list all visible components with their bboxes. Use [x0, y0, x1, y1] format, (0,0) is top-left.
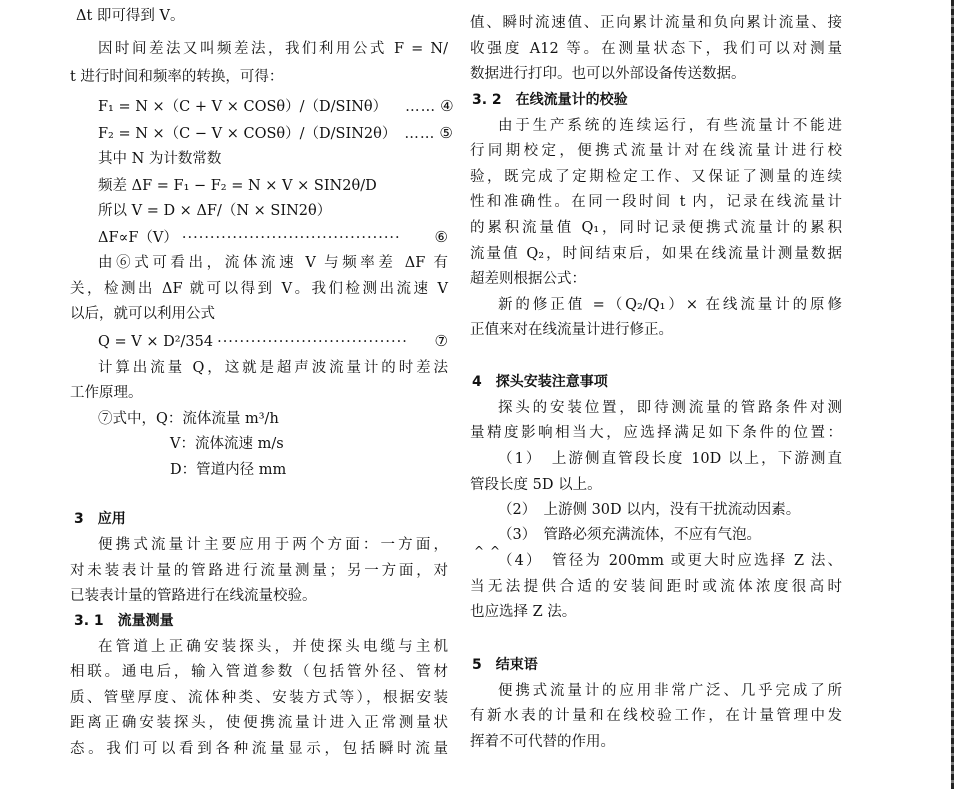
list-item: （4） 管径为 200mm 或更大时应选择 Z 法、 — [498, 553, 842, 569]
leader-dots: ······································· — [181, 230, 401, 246]
text-line: 因时间差法又叫频差法，我们利用公式 F = N/ — [98, 41, 448, 57]
scan-edge — [951, 0, 954, 789]
equation-4 — [98, 96, 454, 118]
equation-5 — [98, 123, 453, 145]
leader-dots: ·································· — [217, 334, 408, 350]
text-line: 由⑥式可看出，流体流速 V 与频率差 ΔF 有 — [98, 255, 448, 271]
text-line: 有新水表的计量和在线校验工作，在计量管理中发 — [470, 708, 842, 724]
text-line: 收强度 A12 等。在测量状态下，我们可以对测量 — [470, 41, 842, 57]
text-line: 对未装表计量的管路进行流量测量；另一方面，对 — [70, 563, 448, 579]
equation-number: ⑤ — [439, 124, 453, 142]
equation-text: F₂ = N ×（C − V × COSθ）/（D/SIN2θ） — [98, 126, 397, 142]
text-line: 正值来对在线流量计进行修正。 — [470, 322, 673, 338]
leader-dots: …… — [404, 126, 436, 142]
text-line: 质、管壁厚度、流体种类、安装方式等），根据安装 — [70, 690, 448, 706]
scan-mark: ^ — [490, 544, 501, 558]
text-line: t 进行时间和频率的转换，可得： — [70, 69, 284, 85]
text-line: 相联。通电后，输入管道参数（包括管外径、管材 — [70, 664, 448, 680]
text-line: 态。我们可以看到各种流量显示，包括瞬时流量 — [70, 741, 448, 757]
text-line: 所以 V = D × ΔF/（N × SIN2θ） — [98, 203, 332, 219]
equation-number: ④ — [440, 97, 454, 115]
text-line: 其中 N 为计数常数 — [98, 151, 222, 167]
equation-7 — [98, 331, 448, 353]
text-line: 距离正确安装探头，使便携流量计进入正常测量状 — [70, 715, 448, 731]
text-line: 超差则根据公式： — [470, 271, 586, 287]
text-line: 管段长度 5D 以上。 — [470, 477, 602, 493]
definition-line: ⑦式中，Q：流体流量 m³/h — [98, 411, 279, 427]
text-line: 工作原理。 — [70, 385, 143, 401]
section-heading-4: 4 探头安装注意事项 — [472, 374, 608, 390]
leader-dots: …… — [405, 99, 437, 115]
equation-text: Q = V × D²/354 — [98, 334, 214, 350]
text-line: 计算出流量 Q，这就是超声波流量计的时差法 — [98, 360, 448, 376]
section-heading-3: 3 应用 — [74, 511, 126, 527]
text-line: 性和准确性。在同一段时间 t 内，记录在线流量计 — [470, 194, 842, 210]
equation-6 — [98, 227, 448, 249]
text-line: 以后，就可以利用公式 — [70, 306, 215, 322]
equation-number: ⑦ — [434, 332, 448, 350]
list-item: （2） 上游侧 30D 以内，没有干扰流动因素。 — [498, 502, 801, 518]
text-line: 当无法提供合适的安装间距时或流体浓度很高时 — [470, 579, 842, 595]
text-line: 也应选择 Z 法。 — [470, 604, 577, 620]
equation-number: ⑥ — [434, 228, 448, 246]
equation-text: ΔF∝F（V） — [98, 230, 178, 246]
text-line: 量精度影响相当大，应选择满足如下条件的位置： — [470, 425, 842, 441]
text-line: 的累积流量值 Q₁，同时记录便携式流量计的累积 — [470, 220, 842, 236]
text-line: 在管道上正确安装探头，并使探头电缆与主机 — [98, 639, 448, 655]
section-heading-3-1: 3. 1 流量测量 — [74, 613, 174, 629]
text-line: 挥着不可代替的作用。 — [470, 734, 615, 750]
equation-text: F₁ = N ×（C + V × COSθ）/（D/SINθ） — [98, 99, 388, 115]
text-line: 值、瞬时流速值、正向累计流量和负向累计流量、接 — [470, 15, 842, 31]
text-line: 已装表计量的管路进行在线流量校验。 — [70, 588, 317, 604]
text-line: 新的修正值 =（Q₂/Q₁）× 在线流量计的原修 — [498, 297, 842, 313]
text-line: 频差 ΔF = F₁ − F₂ = N × V × SIN2θ/D — [98, 178, 377, 194]
text-line: 流量值 Q₂，时间结束后，如果在线流量计测量数据 — [470, 246, 842, 262]
list-item: （1） 上游侧直管段长度 10D 以上，下游测直 — [498, 451, 842, 467]
definition-line: V：流体流速 m/s — [170, 436, 284, 452]
text-line: 数据进行打印。也可以外部设备传送数据。 — [470, 66, 746, 82]
text-line: 便携式流量计的应用非常广泛、几乎完成了所 — [498, 683, 842, 699]
section-heading-3-2: 3. 2 在线流量计的校验 — [472, 92, 628, 108]
text-line: 行同期校定，便携式流量计对在线流量计进行校 — [470, 143, 842, 159]
section-heading-5: 5 结束语 — [472, 657, 538, 673]
list-item: （3） 管路必须充满流体，不应有气泡。 — [498, 527, 761, 543]
definition-line: D：管道内径 mm — [170, 462, 287, 478]
text-line: 验，既完成了定期检定工作、又保证了测量的连续 — [470, 169, 842, 185]
scan-mark: ^ — [474, 544, 485, 558]
text-line: 便携式流量计主要应用于两个方面：一方面， — [98, 537, 448, 553]
text-line: Δt 即可得到 V。 — [76, 8, 185, 24]
text-line: 探头的安装位置，即待测流量的管路条件对测 — [498, 400, 842, 416]
text-line: 由于生产系统的连续运行，有些流量计不能进 — [498, 118, 842, 134]
text-line: 关，检测出 ΔF 就可以得到 V。我们检测出流速 V — [70, 281, 448, 297]
